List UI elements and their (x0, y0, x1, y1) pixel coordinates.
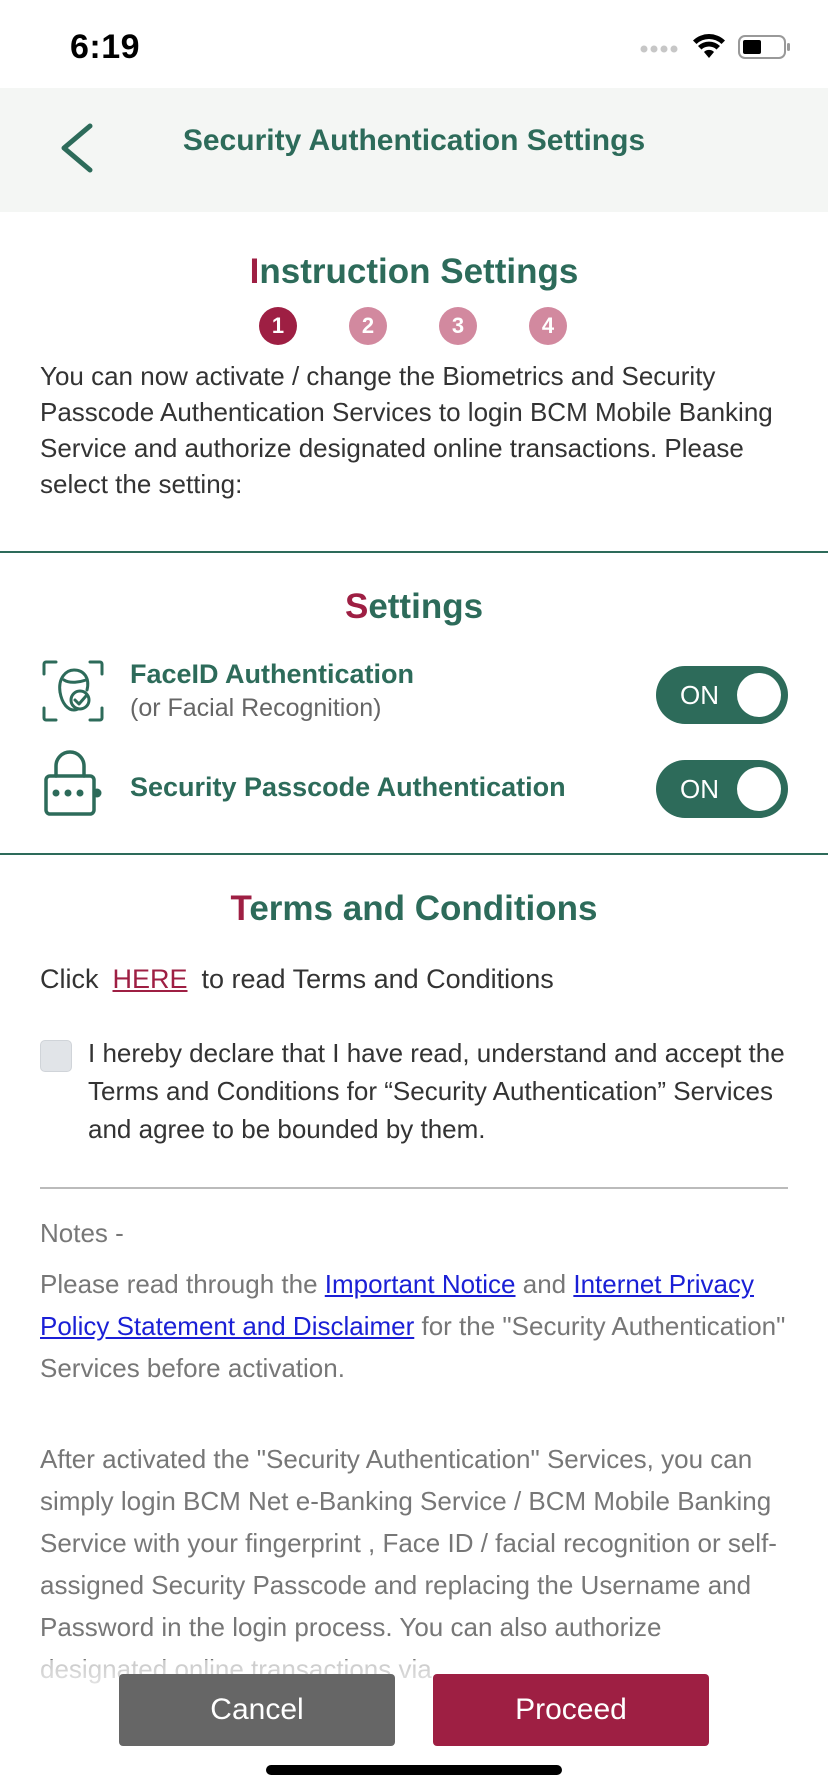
status-bar (0, 0, 828, 88)
privacy-policy-link[interactable]: Internet Privacy Policy Statement and Disclaimer (40, 1269, 754, 1341)
notes-title: Notes - (40, 1218, 124, 1248)
status-icons (640, 34, 792, 65)
step-1: 1 (259, 307, 297, 345)
section-divider (0, 551, 828, 553)
important-notice-link[interactable]: Important Notice (324, 1269, 516, 1299)
passcode-lock-icon (40, 748, 106, 823)
step-4: 4 (529, 307, 567, 345)
click-suffix: to read Terms and Conditions (201, 964, 554, 994)
faceid-label: FaceID Authentication (130, 659, 415, 689)
toggle-knob (737, 673, 781, 717)
passcode-setting-row (0, 746, 828, 826)
battery-icon (738, 34, 792, 65)
terms-title: Terms and Conditions (230, 889, 598, 928)
section-divider (0, 853, 828, 855)
notes-paragraph-2: After activated the "Security Authentication" Services, you can simply login BCM Net e-Banking Service / BCM Mobile Banking Service with your fingerprint , Face ID / facial recognition or self-assigned Security Passcode and replacing the Username and Password in the login process. You can also authorize (40, 1444, 777, 1642)
cancel-button[interactable]: Cancel (119, 1674, 395, 1746)
instruction-text: You can now activate / change the Biometrics and Security Passcode Authentication Services to login BCM Mobile Banking Service and authorize designated online transactions. Please select the setting: (40, 361, 773, 499)
terms-link-line (40, 964, 554, 995)
step-indicator (0, 307, 828, 345)
terms-accept-checkbox[interactable] (40, 1040, 72, 1072)
notes-divider (40, 1187, 788, 1189)
wifi-icon (692, 34, 726, 65)
proceed-button[interactable]: Proceed (433, 1674, 709, 1746)
terms-declaration-text: I hereby declare that I have read, understand and accept the Terms and Conditions for “Security Authentication” Services and agree to be bounded by them. (88, 1038, 785, 1144)
terms-here-link[interactable]: HERE (112, 964, 188, 994)
toggle-knob (737, 767, 781, 811)
passcode-label: Security Passcode Authentication (130, 772, 566, 802)
faceid-setting-row (0, 652, 828, 732)
faceid-toggle[interactable] (656, 666, 788, 724)
navigation-bar (0, 88, 828, 212)
status-time: 6:19 (70, 28, 141, 66)
face-id-icon (40, 658, 106, 729)
click-prefix: Click (40, 964, 99, 994)
notes-paragraph-1: Please read through the Important Notice and Internet Privacy Policy Statement and Disclaimer for the "Security Authentication" Services before activation. (40, 1269, 786, 1383)
settings-title: Settings (344, 587, 484, 626)
page-title: Security Authentication Settings (182, 124, 646, 157)
faceid-sublabel: (or Facial Recognition) (130, 694, 382, 722)
step-3: 3 (439, 307, 477, 345)
step-2: 2 (349, 307, 387, 345)
instruction-settings-title: Instruction Settings (249, 252, 579, 291)
toggle-state-label: ON (680, 774, 719, 804)
toggle-state-label: ON (680, 680, 719, 710)
passcode-toggle[interactable] (656, 760, 788, 818)
cellular-signal-icon (640, 41, 680, 59)
home-indicator (266, 1765, 562, 1775)
